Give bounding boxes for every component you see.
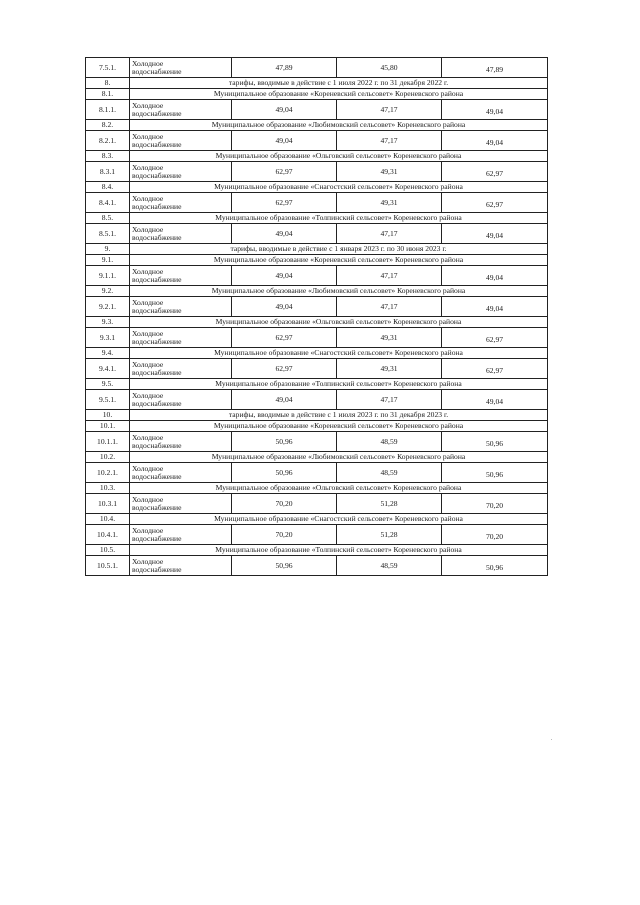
service-name-line1: Холодное (132, 131, 164, 141)
tariff-value-2 (337, 494, 442, 514)
section-title: Муниципальное образование «Ольговский сельсовет» Кореневского района (130, 151, 548, 162)
tariff-value-2 (337, 193, 442, 213)
row-number: 9.2.1. (86, 297, 130, 317)
service-name (130, 297, 232, 317)
service-name-line2: водоснабжение (132, 502, 182, 512)
tariff-value-2 (337, 432, 442, 452)
row-number: 8.4. (86, 182, 130, 193)
tariff-value-text: 62,97 (485, 168, 504, 178)
tariff-value-3 (442, 328, 548, 348)
tariff-value-text: 47,17 (380, 104, 398, 114)
service-name (130, 328, 232, 348)
tariff-value-2 (337, 131, 442, 151)
tariff-row (86, 359, 548, 379)
section-title: Муниципальное образование «Любимовский сельсовет» Кореневского района (130, 452, 548, 463)
service-name (130, 463, 232, 483)
tariff-value-text: 70,20 (485, 500, 504, 510)
section-header-row (86, 514, 548, 525)
tariff-value-text: 49,04 (485, 272, 504, 282)
section-header-row (86, 255, 548, 266)
row-number: 8.1. (86, 89, 130, 100)
section-title: Муниципальное образование «Любимовский сельсовет» Кореневского района (130, 286, 548, 297)
section-title: Муниципальное образование «Кореневский сельсовет» Кореневского района (130, 255, 548, 266)
section-title: Муниципальное образование «Снагостский сельсовет» Кореневского района (130, 182, 548, 193)
service-name (130, 494, 232, 514)
row-number: 8.5.1. (86, 224, 130, 244)
row-number: 8.5. (86, 213, 130, 224)
service-name-line1: Холодное (132, 100, 164, 110)
service-name-line2: водоснабжение (132, 201, 182, 211)
row-number: 10.2. (86, 452, 130, 463)
tariff-value-1 (232, 100, 337, 120)
section-title: тарифы, вводимые в действие с 1 июля 2023 г. по 31 декабря 2023 г. (130, 410, 548, 421)
tariff-value-1 (232, 224, 337, 244)
row-number: 10.5. (86, 545, 130, 556)
row-number: 10.4.1. (86, 525, 130, 545)
tariff-value-1 (232, 131, 337, 151)
section-header-row (86, 89, 548, 100)
service-name-line2: водоснабжение (132, 367, 182, 377)
tariff-value-2 (337, 390, 442, 410)
service-name-line1: Холодное (132, 390, 164, 400)
service-name-line1: Холодное (132, 328, 164, 338)
service-name-line1: Холодное (132, 297, 164, 307)
tariff-value-text: 49,04 (275, 301, 293, 311)
service-name-line2: водоснабжение (132, 108, 182, 118)
tariff-value-1 (232, 58, 337, 78)
tariff-value-text: 47,17 (380, 270, 398, 280)
tariff-value-text: 50,96 (485, 438, 504, 448)
section-header-row (86, 421, 548, 432)
tariff-value-text: 49,31 (380, 363, 398, 373)
tariff-value-1 (232, 359, 337, 379)
tariff-value-text: 47,17 (380, 135, 398, 145)
tariff-row (86, 390, 548, 410)
service-name (130, 162, 232, 182)
tariff-value-3 (442, 432, 548, 452)
service-name-line2: водоснабжение (132, 440, 182, 450)
tariff-row (86, 556, 548, 576)
tariff-value-3 (442, 100, 548, 120)
tariff-value-text: 70,20 (275, 498, 293, 508)
tariff-value-text: 49,31 (380, 197, 398, 207)
section-header-row (86, 151, 548, 162)
section-title: тарифы, вводимые в действие с 1 января 2023 г. по 30 июня 2023 г. (130, 244, 548, 255)
tariff-value-text: 48,59 (380, 467, 398, 477)
tariff-value-3 (442, 359, 548, 379)
service-name-line2: водоснабжение (132, 471, 182, 481)
tariff-value-text: 47,89 (275, 62, 293, 72)
service-name-line2: водоснабжение (132, 305, 182, 315)
row-number: 8.4.1. (86, 193, 130, 213)
row-number: 10.3. (86, 483, 130, 494)
tariff-value-3 (442, 556, 548, 576)
service-name-line1: Холодное (132, 193, 164, 203)
tariff-value-3 (442, 193, 548, 213)
tariff-table (85, 57, 548, 576)
tariff-value-3 (442, 390, 548, 410)
tariff-row (86, 525, 548, 545)
service-name-line1: Холодное (132, 224, 164, 234)
tariff-value-3 (442, 266, 548, 286)
tariff-value-2 (337, 463, 442, 483)
tariff-value-text: 50,96 (275, 436, 293, 446)
scan-speck (551, 739, 552, 740)
tariff-value-1 (232, 390, 337, 410)
tariff-value-text: 49,04 (275, 135, 293, 145)
service-name-line1: Холодное (132, 494, 164, 504)
tariff-value-text: 49,04 (485, 396, 504, 406)
service-name (130, 556, 232, 576)
service-name (130, 266, 232, 286)
tariff-value-3 (442, 463, 548, 483)
tariff-value-text: 47,17 (380, 301, 398, 311)
row-number: 7.5.1. (86, 58, 130, 78)
service-name-line1: Холодное (132, 432, 164, 442)
service-name-line2: водоснабжение (132, 170, 182, 180)
service-name-line2: водоснабжение (132, 274, 182, 284)
tariff-value-3 (442, 525, 548, 545)
tariff-value-text: 49,04 (485, 303, 504, 313)
tariff-row (86, 328, 548, 348)
tariff-value-2 (337, 359, 442, 379)
row-number: 10.2.1. (86, 463, 130, 483)
service-name-line2: водоснабжение (132, 564, 182, 574)
tariff-value-text: 49,04 (275, 104, 293, 114)
row-number: 8.3.1 (86, 162, 130, 182)
row-number: 8.3. (86, 151, 130, 162)
row-number: 9.2. (86, 286, 130, 297)
section-header-row (86, 483, 548, 494)
service-name (130, 432, 232, 452)
tariff-value-1 (232, 266, 337, 286)
section-title: Муниципальное образование «Снагостский сельсовет» Кореневского района (130, 514, 548, 525)
service-name (130, 224, 232, 244)
tariff-value-text: 49,04 (485, 106, 504, 116)
row-number: 9.1.1. (86, 266, 130, 286)
row-number: 10.1.1. (86, 432, 130, 452)
section-title: Муниципальное образование «Снагостский сельсовет» Кореневского района (130, 348, 548, 359)
tariff-value-text: 50,96 (275, 560, 293, 570)
service-name-line1: Холодное (132, 58, 164, 68)
tariff-value-2 (337, 162, 442, 182)
row-number: 9.4. (86, 348, 130, 359)
tariff-value-text: 49,04 (275, 394, 293, 404)
section-title: Муниципальное образование «Толпинский сельсовет» Кореневского района (130, 213, 548, 224)
tariff-row (86, 193, 548, 213)
tariff-value-1 (232, 494, 337, 514)
tariff-value-1 (232, 328, 337, 348)
tariff-value-3 (442, 494, 548, 514)
tariff-value-text: 62,97 (485, 334, 504, 344)
section-header-row (86, 286, 548, 297)
tariff-value-text: 50,96 (485, 469, 504, 479)
tariff-table-body (86, 58, 548, 576)
tariff-value-2 (337, 100, 442, 120)
service-name (130, 193, 232, 213)
row-number: 10.5.1. (86, 556, 130, 576)
row-number: 9.5. (86, 379, 130, 390)
tariff-value-text: 49,04 (275, 228, 293, 238)
tariff-value-text: 48,59 (380, 560, 398, 570)
tariff-value-3 (442, 58, 548, 78)
tariff-value-2 (337, 556, 442, 576)
tariff-value-text: 51,28 (380, 498, 398, 508)
row-number: 8.1.1. (86, 100, 130, 120)
row-number: 8.2. (86, 120, 130, 131)
service-name-line2: водоснабжение (132, 336, 182, 346)
tariff-value-1 (232, 297, 337, 317)
tariff-row (86, 297, 548, 317)
section-title: тарифы, вводимые в действие с 1 июля 2022 г. по 31 декабря 2022 г. (130, 78, 548, 89)
section-header-row (86, 244, 548, 255)
service-name-line1: Холодное (132, 359, 164, 369)
row-number: 9.4.1. (86, 359, 130, 379)
tariff-row (86, 58, 548, 78)
service-name (130, 100, 232, 120)
tariff-value-2 (337, 525, 442, 545)
tariff-value-text: 50,96 (275, 467, 293, 477)
service-name-line2: водоснабжение (132, 66, 182, 76)
section-title: Муниципальное образование «Толпинский сельсовет» Кореневского района (130, 379, 548, 390)
row-number: 9.3.1 (86, 328, 130, 348)
service-name-line2: водоснабжение (132, 533, 182, 543)
tariff-value-text: 45,80 (380, 62, 398, 72)
tariff-row (86, 224, 548, 244)
tariff-value-1 (232, 193, 337, 213)
row-number: 10.3.1 (86, 494, 130, 514)
row-number: 9.1. (86, 255, 130, 266)
tariff-row (86, 266, 548, 286)
tariff-row (86, 494, 548, 514)
row-number: 9.5.1. (86, 390, 130, 410)
row-number: 9.3. (86, 317, 130, 328)
tariff-value-text: 49,04 (485, 230, 504, 240)
tariff-value-2 (337, 297, 442, 317)
tariff-value-2 (337, 224, 442, 244)
row-number: 8. (86, 78, 130, 89)
tariff-value-text: 50,96 (485, 562, 504, 572)
service-name-line1: Холодное (132, 556, 164, 566)
tariff-value-text: 62,97 (275, 197, 293, 207)
section-header-row (86, 452, 548, 463)
row-number: 10.1. (86, 421, 130, 432)
tariff-row (86, 131, 548, 151)
tariff-value-text: 49,31 (380, 332, 398, 342)
section-header-row (86, 317, 548, 328)
tariff-value-text: 70,20 (485, 531, 504, 541)
tariff-value-text: 48,59 (380, 436, 398, 446)
section-title: Муниципальное образование «Любимовский сельсовет» Кореневского района (130, 120, 548, 131)
section-title: Муниципальное образование «Кореневский сельсовет» Кореневского района (130, 89, 548, 100)
service-name (130, 58, 232, 78)
tariff-row (86, 463, 548, 483)
service-name-line2: водоснабжение (132, 398, 182, 408)
section-title: Муниципальное образование «Ольговский сельсовет» Кореневского района (130, 317, 548, 328)
tariff-row (86, 432, 548, 452)
tariff-value-1 (232, 432, 337, 452)
section-header-row (86, 410, 548, 421)
section-title: Муниципальное образование «Толпинский сельсовет» Кореневского района (130, 545, 548, 556)
section-header-row (86, 545, 548, 556)
tariff-value-text: 47,89 (485, 64, 504, 74)
tariff-value-2 (337, 266, 442, 286)
tariff-value-text: 62,97 (275, 166, 293, 176)
section-header-row (86, 78, 548, 89)
tariff-value-text: 47,17 (380, 394, 398, 404)
section-header-row (86, 182, 548, 193)
tariff-value-text: 51,28 (380, 529, 398, 539)
tariff-value-3 (442, 131, 548, 151)
service-name-line1: Холодное (132, 266, 164, 276)
service-name (130, 359, 232, 379)
tariff-value-2 (337, 58, 442, 78)
tariff-value-text: 62,97 (275, 363, 293, 373)
tariff-value-1 (232, 525, 337, 545)
tariff-value-text: 62,97 (485, 365, 504, 375)
tariff-value-text: 47,17 (380, 228, 398, 238)
service-name-line2: водоснабжение (132, 232, 182, 242)
service-name (130, 131, 232, 151)
tariff-value-1 (232, 556, 337, 576)
tariff-value-text: 49,04 (485, 137, 504, 147)
tariff-value-1 (232, 463, 337, 483)
section-header-row (86, 348, 548, 359)
service-name (130, 390, 232, 410)
section-title: Муниципальное образование «Ольговский сельсовет» Кореневского района (130, 483, 548, 494)
tariff-value-text: 62,97 (485, 199, 504, 209)
section-header-row (86, 213, 548, 224)
service-name (130, 525, 232, 545)
tariff-value-text: 62,97 (275, 332, 293, 342)
tariff-row (86, 162, 548, 182)
row-number: 10.4. (86, 514, 130, 525)
tariff-value-3 (442, 162, 548, 182)
tariff-value-text: 70,20 (275, 529, 293, 539)
section-header-row (86, 379, 548, 390)
section-title: Муниципальное образование «Кореневский сельсовет» Кореневского района (130, 421, 548, 432)
service-name-line2: водоснабжение (132, 139, 182, 149)
tariff-value-text: 49,04 (275, 270, 293, 280)
service-name-line1: Холодное (132, 463, 164, 473)
tariff-value-3 (442, 297, 548, 317)
service-name-line1: Холодное (132, 525, 164, 535)
row-number: 10. (86, 410, 130, 421)
tariff-row (86, 100, 548, 120)
tariff-value-3 (442, 224, 548, 244)
section-header-row (86, 120, 548, 131)
tariff-value-1 (232, 162, 337, 182)
row-number: 8.2.1. (86, 131, 130, 151)
tariff-value-2 (337, 328, 442, 348)
service-name-line1: Холодное (132, 162, 164, 172)
tariff-value-text: 49,31 (380, 166, 398, 176)
row-number: 9. (86, 244, 130, 255)
